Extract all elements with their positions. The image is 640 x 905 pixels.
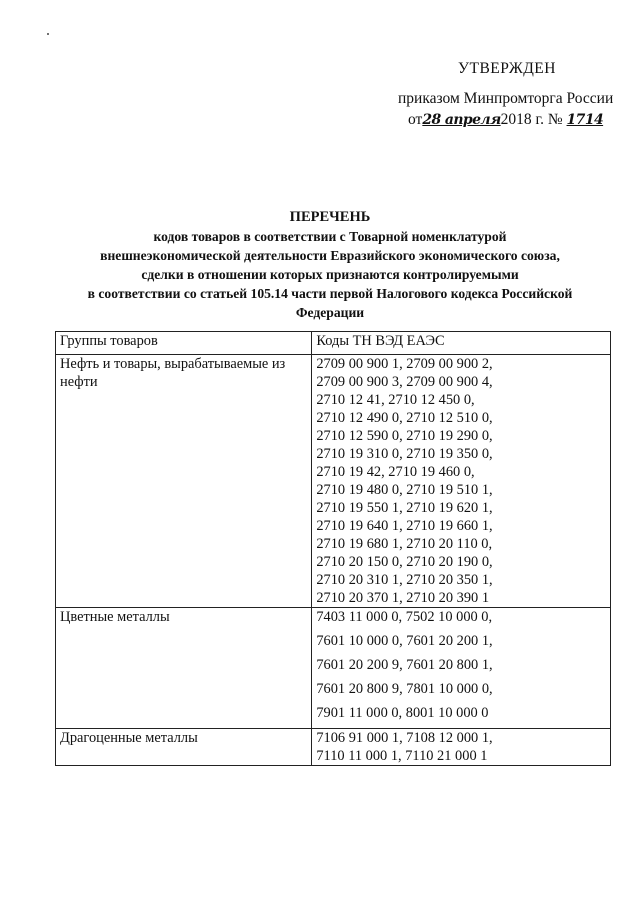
group-cell xyxy=(56,729,312,766)
document-title: ПЕРЕЧЕНЬ xyxy=(289,209,371,225)
codes-cell xyxy=(312,355,611,608)
heading-line: кодов товаров в соответствии с Товарной номенклатурой xyxy=(153,229,507,244)
group-line: Цветные металлы xyxy=(60,609,170,625)
code-line: 7403 11 000 0, 7502 10 000 0, xyxy=(316,609,493,625)
code-line: 2710 19 310 0, 2710 19 350 0, xyxy=(316,446,493,462)
table-row-oil xyxy=(56,355,611,608)
code-line: 7106 91 000 1, 7108 12 000 1, xyxy=(316,730,493,746)
order-line: приказом Минпромторга России xyxy=(398,90,614,107)
scan-speck xyxy=(47,33,49,35)
code-line: 2710 12 490 0, 2710 12 510 0, xyxy=(316,410,493,426)
heading-line: в соответствии со статьей 105.14 части первой Налогового кодекса Российской xyxy=(87,286,573,301)
code-line: 2710 20 150 0, 2710 20 190 0, xyxy=(316,554,493,570)
code-line: 2710 19 480 0, 2710 19 510 1, xyxy=(316,482,493,498)
date-prefix: от xyxy=(408,111,423,128)
group-line: Драгоценные металлы xyxy=(60,730,198,746)
code-line: 2710 19 42, 2710 19 460 0, xyxy=(316,464,475,480)
code-line: 2709 00 900 1, 2709 00 900 2, xyxy=(316,356,493,372)
code-line: 7601 20 200 9, 7601 20 800 1, xyxy=(316,657,493,673)
document-heading xyxy=(40,208,620,322)
table-header-row xyxy=(56,332,611,355)
handwritten-date: 28 апреля xyxy=(422,112,501,128)
code-line: 7110 11 000 1, 7110 21 000 1 xyxy=(316,748,488,764)
group-cell xyxy=(56,608,312,729)
date-year: 2018 г. № xyxy=(500,111,563,128)
codes-cell xyxy=(312,608,611,729)
code-line: 7601 20 800 9, 7801 10 000 0, xyxy=(316,681,493,697)
code-line: 2710 19 640 1, 2710 19 660 1, xyxy=(316,518,493,534)
header-codes: Коды ТН ВЭД ЕАЭС xyxy=(312,332,611,355)
group-cell xyxy=(56,355,312,608)
handwritten-number: 1714 xyxy=(566,112,604,128)
heading-line: внешнеэкономической деятельности Евразийского экономического союза, xyxy=(100,248,560,263)
code-line: 2709 00 900 3, 2709 00 900 4, xyxy=(316,374,493,390)
table-row-precious xyxy=(56,729,611,766)
code-line: 7601 10 000 0, 7601 20 200 1, xyxy=(316,633,493,649)
group-line: нефти xyxy=(60,374,98,390)
group-line: Нефть и товары, вырабатываемые из xyxy=(60,356,286,372)
code-line: 7901 11 000 0, 8001 10 000 0 xyxy=(316,705,489,721)
approved-label: УТВЕРЖДЕН xyxy=(458,60,556,77)
code-line: 2710 20 370 1, 2710 20 390 1 xyxy=(316,590,490,606)
code-line: 2710 12 41, 2710 12 450 0, xyxy=(316,392,475,408)
heading-line: сделки в отношении которых признаются контролируемыми xyxy=(141,267,519,282)
codes-table xyxy=(55,331,611,766)
code-line: 2710 12 590 0, 2710 19 290 0, xyxy=(316,428,493,444)
code-line: 2710 20 310 1, 2710 20 350 1, xyxy=(316,572,493,588)
code-line: 2710 19 680 1, 2710 20 110 0, xyxy=(316,536,493,552)
heading-line: Федерации xyxy=(295,305,365,320)
order-date-line xyxy=(408,111,603,129)
codes-cell xyxy=(312,729,611,766)
header-groups: Группы товаров xyxy=(56,332,312,355)
code-line: 2710 19 550 1, 2710 19 620 1, xyxy=(316,500,493,516)
table-row-nonferrous xyxy=(56,608,611,729)
